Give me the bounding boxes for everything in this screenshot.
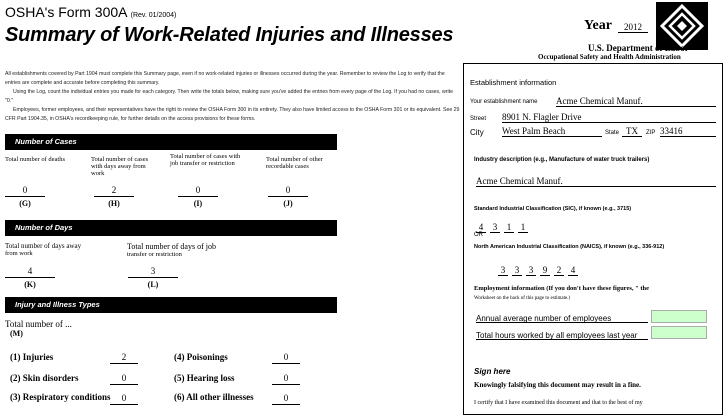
types-letter-m: (M) — [10, 329, 23, 338]
hours-field[interactable] — [651, 326, 707, 339]
section-header-types: Injury and Illness Types — [5, 297, 337, 313]
or-label: OR — [474, 232, 483, 238]
case-label-days-away: Total number of cases with days away from work — [91, 156, 149, 177]
naics-digit[interactable]: 2 — [554, 265, 564, 276]
employment-sub: Worksheet on the back of this page to estimate.) — [474, 296, 571, 301]
types-total-label: Total number of ... — [5, 319, 72, 329]
days-label-transfer-l2: transfer or restriction — [127, 251, 182, 258]
days-label-away-l2: from work — [5, 250, 33, 257]
employees-field[interactable] — [651, 310, 707, 323]
type-label-respiratory: (3) Respiratory conditions — [10, 392, 111, 402]
instructions — [5, 70, 460, 124]
naics-digit[interactable]: 3 — [512, 265, 522, 276]
sic-digits — [476, 222, 528, 233]
days-value-transfer[interactable]: 3 — [128, 266, 178, 278]
hours-label: Total hours worked by all employees last year — [476, 331, 638, 340]
industry-label: Industry description (e.g., Manufacture of water truck trailers) — [474, 157, 650, 163]
days-label-transfer — [127, 243, 257, 258]
days-value-away[interactable]: 4 — [5, 266, 55, 278]
type-value-respiratory[interactable]: 0 — [110, 393, 138, 405]
section-header-cases: Number of Cases — [5, 134, 337, 150]
naics-digits — [498, 265, 578, 276]
year-label: Year — [584, 18, 612, 33]
industry-field[interactable]: Acme Chemical Manuf. — [476, 176, 716, 187]
days-label-transfer-l1: Total number of days of job — [127, 242, 216, 251]
naics-label: North American Industrial Classification (NAICS), if known (e.g., 336-912) — [474, 244, 665, 250]
days-letter-l: (L) — [147, 280, 159, 289]
instructions-p2: Using the Log, count the individual entries you made for each category. Then write the totals below, making sure you've added the entries from every page of the Log. If you had no cases, write "0." — [5, 89, 453, 104]
type-value-hearing[interactable]: 0 — [272, 373, 300, 385]
sic-digit[interactable]: 4 — [476, 222, 486, 233]
case-letter-h: (H) — [108, 199, 120, 208]
days-label-away — [5, 243, 115, 257]
type-value-other[interactable]: 0 — [272, 393, 300, 405]
state-label: State — [605, 130, 620, 136]
state-field[interactable]: TX — [622, 126, 642, 137]
est-name-field[interactable]: Acme Chemical Manuf. — [556, 96, 716, 107]
sic-digit[interactable]: 1 — [504, 222, 514, 233]
form-revision: (Rev. 01/2004) — [130, 12, 177, 19]
days-label-away-l1: Total number of days away — [5, 242, 82, 250]
type-label-hearing: (5) Hearing loss — [174, 373, 235, 383]
case-value-deaths[interactable]: 0 — [5, 185, 45, 197]
instructions-p1: All establishments covered by Part 1904 must complete this Summary page, even if no work-related injuries or illnesses occurred during the year. Remember to review the Log to verify that the entries are complete and accurate before completing this summary. — [5, 71, 445, 86]
department-name: U.S. Department of Labor — [588, 43, 689, 53]
case-label-transfer: Total number of cases with job transfer or restriction — [170, 153, 241, 167]
city-label: City — [470, 128, 484, 137]
form-number — [5, 4, 176, 20]
type-label-injuries: (1) Injuries — [10, 352, 54, 362]
year-field[interactable]: 2012 — [618, 22, 648, 33]
sic-digit[interactable]: 3 — [490, 222, 500, 233]
type-value-poisonings[interactable]: 0 — [272, 352, 300, 364]
form-number-text: OSHA's Form 300A — [5, 4, 127, 20]
type-label-poisonings: (4) Poisonings — [174, 352, 228, 362]
certify-text: I certify that I have examined this document and that to the best of my — [474, 400, 643, 406]
days-letter-k: (K) — [24, 280, 36, 289]
case-label-other: Total number of other recordable cases — [266, 156, 323, 170]
instructions-p3: Employees, former employees, and their representatives have the right to review the OSHA Form 300 in its entirety. They also have limited access to the OSHA Form 301 or its equivalent. See 29 CFR Part 1904.35, in OSHA's recordkeeping rule, for further details on the access provisions for these forms. — [5, 107, 460, 122]
case-value-days-away[interactable]: 2 — [94, 185, 134, 197]
street-field[interactable]: 8901 N. Flagler Drive — [502, 112, 716, 123]
agency-name: Occupational Safety and Health Administration — [538, 53, 681, 61]
case-value-other[interactable]: 0 — [268, 185, 308, 197]
est-name-label: Your establishment name — [470, 99, 538, 105]
case-label-deaths: Total number of deaths — [5, 156, 66, 163]
street-label: Street — [470, 116, 487, 122]
city-field[interactable]: West Palm Beach — [502, 126, 602, 137]
establishment-title: Establishment information — [470, 78, 557, 87]
employment-label: Employment information (If you don't have these figures, " the — [474, 285, 650, 292]
naics-digit[interactable]: 4 — [568, 265, 578, 276]
section-header-days: Number of Days — [5, 220, 337, 236]
type-label-skin: (2) Skin disorders — [10, 373, 79, 383]
type-value-injuries[interactable]: 2 — [110, 352, 138, 364]
sic-label: Standard Industrial Classification (SIC), if known (e.g., 3715) — [474, 206, 632, 212]
employees-label: Annual average number of employees — [476, 314, 612, 323]
zip-field[interactable]: 33416 — [660, 126, 716, 137]
naics-digit[interactable]: 9 — [540, 265, 550, 276]
page-title: Summary of Work-Related Injuries and Illnesses — [5, 24, 454, 46]
type-label-other: (6) All other illnesses — [174, 392, 254, 402]
sic-digit[interactable]: 1 — [518, 222, 528, 233]
case-letter-i: (I) — [193, 199, 203, 208]
zip-label: ZIP — [646, 130, 656, 136]
hours-rule — [476, 339, 648, 340]
naics-digit[interactable]: 3 — [526, 265, 536, 276]
case-letter-j: (J) — [283, 199, 293, 208]
employees-rule — [476, 322, 648, 323]
sign-here-header: Sign here — [474, 367, 511, 376]
naics-digit[interactable]: 3 — [498, 265, 508, 276]
case-letter-g: (G) — [19, 199, 31, 208]
case-value-transfer[interactable]: 0 — [178, 185, 218, 197]
type-value-skin[interactable]: 0 — [110, 373, 138, 385]
falsify-warning: Knowingly falsifying this document may result in a fine. — [474, 381, 641, 389]
